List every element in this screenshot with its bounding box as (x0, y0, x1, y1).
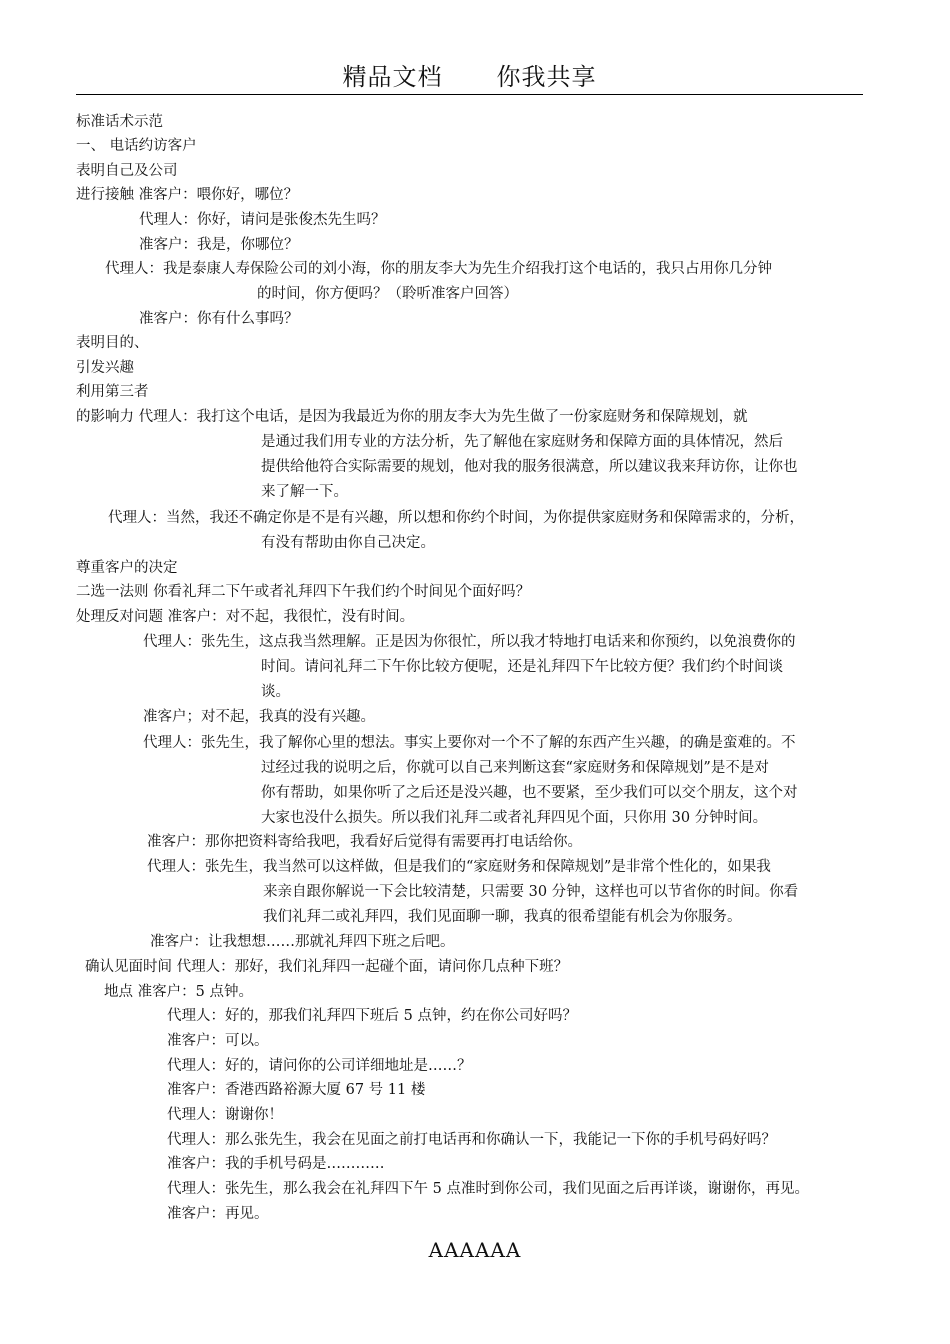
side-label: 利用第三者 (76, 384, 149, 400)
dialogue-continuation: 来了解一下。 (261, 484, 348, 500)
dialogue-continuation: 大家也没什么损失。所以我们礼拜二或者礼拜四见个面，只你用 30 分钟时间。 (261, 810, 768, 826)
side-label: 表明目的、 (76, 335, 149, 351)
dialogue-continuation: 我们礼拜二或礼拜四，我们见面聊一聊，我真的很希望能有机会为你服务。 (263, 909, 742, 925)
dialogue-continuation: 提供给他符合实际需要的规划，他对我的服务很满意，所以建议我来拜访你，让你也 (261, 459, 798, 475)
dialogue-continuation: 有没有帮助由你自己决定。 (261, 535, 435, 551)
doc-title: 标准话术示范 (76, 114, 163, 130)
dialogue-line: 准客户：让我想想……那就礼拜四下班之后吧。 (150, 934, 455, 950)
dialogue-line: 代理人：谢谢你！ (167, 1107, 283, 1123)
dialogue-line: 代理人：你好，请问是张俊杰先生吗？ (139, 212, 386, 228)
header-left-text: 精品文档 (342, 63, 443, 91)
dialogue-line: 准客户；对不起，我真的没有兴趣。 (143, 709, 375, 725)
dialogue-line: 地点 准客户：5 点钟。 (104, 984, 253, 1000)
side-label: 表明自己及公司 (76, 163, 178, 179)
dialogue-line: 准客户：我是，你哪位？ (139, 237, 299, 253)
header-right-text: 你我共享 (496, 63, 597, 91)
page-header (76, 60, 863, 95)
dialogue-line: 的影响力 代理人：我打这个电话，是因为我最近为你的朋友李大为先生做了一份家庭财务和保障规划，就 (76, 409, 748, 425)
dialogue-continuation: 谈。 (261, 684, 290, 700)
dialogue-line: 代理人：张先生，那么我会在礼拜四下午 5 点准时到你公司，我们见面之后再详谈，谢谢你，再见。 (167, 1181, 809, 1197)
dialogue-line: 二选一法则 你看礼拜二下午或者礼拜四下午我们约个时间见个面好吗？ (76, 584, 531, 600)
dialogue-line: 代理人：好的，请问你的公司详细地址是……？ (167, 1058, 472, 1074)
section-heading: 一、 电话约访客户 (76, 138, 197, 154)
dialogue-continuation: 你有帮助，如果你听了之后还是没兴趣，也不要紧，至少我们可以交个朋友，这个对 (261, 785, 798, 801)
dialogue-line: 准客户：你有什么事吗？ (139, 311, 299, 327)
dialogue-line: 准客户：那你把资料寄给我吧，我看好后觉得有需要再打电话给你。 (147, 834, 582, 850)
dialogue-continuation: 时间。请问礼拜二下午你比较方便呢，还是礼拜四下午比较方便？我们约个时间谈 (261, 659, 783, 675)
side-label: 尊重客户的决定 (76, 560, 178, 576)
dialogue-line: 准客户：我的手机号码是………… (167, 1156, 385, 1172)
dialogue-continuation: 是通过我们用专业的方法分析，先了解他在家庭财务和保障方面的具体情况，然后 (261, 434, 783, 450)
dialogue-line: 确认见面时间 代理人：那好，我们礼拜四一起碰个面，请问你几点种下班？ (85, 959, 569, 975)
dialogue-line: 代理人：张先生，这点我当然理解。正是因为你很忙，所以我才特地打电话来和你预约，以免浪费你的 (143, 634, 796, 650)
dialogue-line: 代理人：我是泰康人寿保险公司的刘小海，你的朋友李大为先生介绍我打这个电话的，我只占用你几分钟 (105, 261, 772, 277)
dialogue-line: 代理人：好的，那我们礼拜四下班后 5 点钟，约在你公司好吗？ (167, 1008, 577, 1024)
dialogue-continuation: 的时间，你方便吗？（聆听准客户回答） (257, 286, 518, 302)
page-footer: AAAAAA (428, 1238, 522, 1262)
dialogue-line: 准客户：香港西路裕源大厦 67 号 11 楼 (167, 1082, 426, 1098)
dialogue-line: 处理反对问题 准客户：对不起，我很忙，没有时间。 (76, 609, 415, 625)
side-label: 引发兴趣 (76, 360, 134, 376)
dialogue-line: 准客户：可以。 (167, 1033, 269, 1049)
dialogue-line: 代理人：当然，我还不确定你是不是有兴趣，所以想和你约个时间，为你提供家庭财务和保障需求的，分析， (108, 510, 804, 526)
dialogue-line: 代理人：张先生，我了解你心里的想法。事实上要你对一个不了解的东西产生兴趣，的确是蛮难的。不 (143, 735, 796, 751)
dialogue-line: 代理人：那么张先生，我会在见面之前打电话再和你确认一下，我能记一下你的手机号码好吗？ (167, 1132, 776, 1148)
dialogue-continuation: 过经过我的说明之后，你就可以自己来判断这套“家庭财务和保障规划”是不是对 (261, 760, 769, 776)
dialogue-line: 代理人：张先生，我当然可以这样做，但是我们的“家庭财务和保障规划”是非常个性化的，如果我 (147, 859, 771, 875)
dialogue-line: 进行接触 准客户：喂你好，哪位？ (76, 187, 299, 203)
dialogue-continuation: 来亲自跟你解说一下会比较清楚，只需要 30 分钟，这样也可以节省你的时间。你看 (263, 884, 799, 900)
dialogue-line: 准客户：再见。 (167, 1206, 269, 1222)
